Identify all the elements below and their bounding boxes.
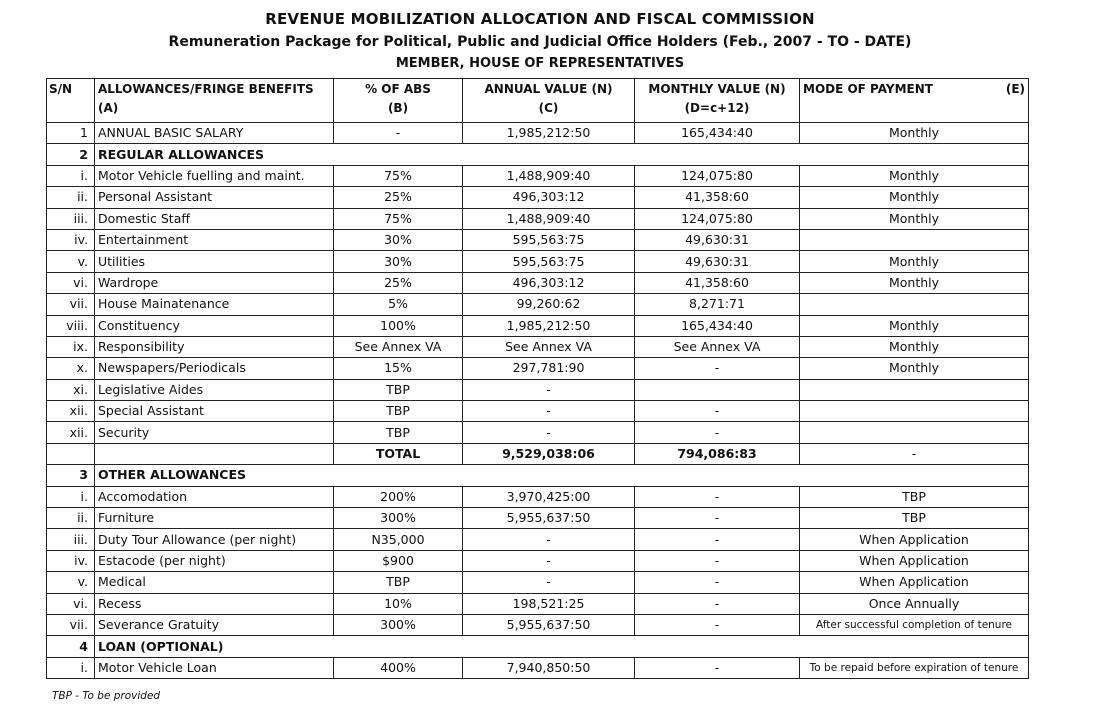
table-row	[47, 657, 1029, 678]
table-row	[47, 593, 1029, 614]
row-sn: i.	[47, 657, 95, 678]
row-sn: xii.	[47, 422, 95, 443]
table-row	[47, 614, 1029, 635]
row-monthly-value: 41,358:60	[635, 187, 800, 208]
row-mode-of-payment	[800, 294, 1029, 315]
row-sn: 4	[47, 636, 95, 657]
row-annual-value: -	[463, 529, 635, 550]
row-monthly-value: 8,271:71	[635, 294, 800, 315]
row-mode-of-payment	[800, 379, 1029, 400]
row-annual-value: 1,488,909:40	[463, 165, 635, 186]
header-pct-abs	[334, 79, 463, 123]
row-pct-abs: $900	[334, 550, 463, 571]
row-sn: iv.	[47, 229, 95, 250]
table-row	[47, 572, 1029, 593]
row-pct-abs: 5%	[334, 294, 463, 315]
row-sn: iii.	[47, 529, 95, 550]
row-item: Motor Vehicle fuelling and maint.	[95, 165, 334, 186]
row-sn: x.	[47, 358, 95, 379]
header-monthly-label: MONTHLY VALUE (N)	[648, 82, 786, 96]
table-row	[47, 422, 1029, 443]
row-sn: viii.	[47, 315, 95, 336]
header-mode	[800, 79, 1029, 123]
row-item: Special Assistant	[95, 401, 334, 422]
table-row	[47, 336, 1029, 357]
row-item: House Mainatenance	[95, 294, 334, 315]
row-sn: 2	[47, 144, 95, 165]
row-item: ANNUAL BASIC SALARY	[95, 123, 334, 144]
row-monthly-value: 124,075:80	[635, 208, 800, 229]
row-pct-abs: See Annex VA	[334, 336, 463, 357]
row-mode-of-payment: Once Annually	[800, 593, 1029, 614]
row-mode-of-payment	[800, 401, 1029, 422]
row-pct-abs: TBP	[334, 379, 463, 400]
row-item: Constituency	[95, 315, 334, 336]
document-subtitle: Remuneration Package for Political, Public and Judicial Office Holders (Feb., 2007 - TO - DATE)	[168, 34, 912, 50]
row-annual-value: 595,563:75	[463, 229, 635, 250]
row-item: Furniture	[95, 508, 334, 529]
table-row	[47, 529, 1029, 550]
row-mode-of-payment: Monthly	[800, 272, 1029, 293]
table-row	[47, 272, 1029, 293]
row-item: Utilities	[95, 251, 334, 272]
row-monthly-value: 49,630:31	[635, 229, 800, 250]
row-item: Legislative Aides	[95, 379, 334, 400]
row-pct-abs: 200%	[334, 486, 463, 507]
header-pct-abs-sub: (B)	[387, 101, 409, 115]
row-sn: v.	[47, 251, 95, 272]
header-annual	[463, 79, 635, 123]
row-monthly-value	[635, 379, 800, 400]
row-mode-of-payment: Monthly	[800, 315, 1029, 336]
row-pct-abs: 25%	[334, 272, 463, 293]
row-pct-abs: 30%	[334, 229, 463, 250]
row-mode-of-payment: To be repaid before expiration of tenure	[800, 657, 1029, 678]
row-monthly-value: -	[635, 593, 800, 614]
table-row	[47, 315, 1029, 336]
row-item: Responsibility	[95, 336, 334, 357]
row-monthly-value: 165,434:40	[635, 123, 800, 144]
row-annual-value: 1,985,212:50	[463, 123, 635, 144]
row-mode-of-payment	[800, 422, 1029, 443]
row-item: Duty Tour Allowance (per night)	[95, 529, 334, 550]
table-row	[47, 508, 1029, 529]
row-pct-abs: 30%	[334, 251, 463, 272]
row-annual-value: 9,529,038:06	[463, 443, 635, 464]
row-pct-abs: TBP	[334, 572, 463, 593]
row-pct-abs: 25%	[334, 187, 463, 208]
row-annual-value: -	[463, 572, 635, 593]
table-row	[47, 123, 1029, 144]
row-sn: ii.	[47, 508, 95, 529]
table-row	[47, 379, 1029, 400]
header-mode-label: MODE OF PAYMENT	[803, 82, 933, 96]
row-monthly-value: -	[635, 529, 800, 550]
row-monthly-value: -	[635, 401, 800, 422]
row-annual-value: -	[463, 550, 635, 571]
table-row	[47, 251, 1029, 272]
row-monthly-value: 49,630:31	[635, 251, 800, 272]
row-item: Newspapers/Periodicals	[95, 358, 334, 379]
row-pct-abs: 300%	[334, 614, 463, 635]
table-row	[47, 208, 1029, 229]
row-annual-value: -	[463, 422, 635, 443]
row-sn: vii.	[47, 294, 95, 315]
row-monthly-value: -	[635, 657, 800, 678]
row-monthly-value: -	[635, 572, 800, 593]
row-sn: vi.	[47, 593, 95, 614]
row-pct-abs: 10%	[334, 593, 463, 614]
row-mode-of-payment: Monthly	[800, 208, 1029, 229]
header-annual-label: ANNUAL VALUE (N)	[484, 82, 613, 96]
row-annual-value: 496,303:12	[463, 187, 635, 208]
row-mode-of-payment: -	[800, 443, 1029, 464]
row-sn: 1	[47, 123, 95, 144]
row-monthly-value: 794,086:83	[635, 443, 800, 464]
table-row	[47, 401, 1029, 422]
row-sn: iv.	[47, 550, 95, 571]
row-item: Medical	[95, 572, 334, 593]
table-row	[47, 294, 1029, 315]
row-mode-of-payment: Monthly	[800, 187, 1029, 208]
row-item: Entertainment	[95, 229, 334, 250]
header-annual-sub: (C)	[538, 101, 559, 115]
row-pct-abs: TBP	[334, 422, 463, 443]
row-item: Accomodation	[95, 486, 334, 507]
row-item: Domestic Staff	[95, 208, 334, 229]
row-pct-abs: 75%	[334, 208, 463, 229]
row-item: Personal Assistant	[95, 187, 334, 208]
office-title: MEMBER, HOUSE OF REPRESENTATIVES	[395, 56, 685, 71]
row-annual-value: -	[463, 401, 635, 422]
row-item: Wardrope	[95, 272, 334, 293]
row-pct-abs: -	[334, 123, 463, 144]
row-monthly-value: -	[635, 550, 800, 571]
row-monthly-value: See Annex VA	[635, 336, 800, 357]
row-annual-value: 7,940,850:50	[463, 657, 635, 678]
section-heading: REGULAR ALLOWANCES	[95, 144, 1029, 165]
row-sn: ii.	[47, 187, 95, 208]
row-pct-abs: TOTAL	[334, 443, 463, 464]
section-heading: OTHER ALLOWANCES	[95, 465, 1029, 486]
row-pct-abs: 75%	[334, 165, 463, 186]
row-mode-of-payment: TBP	[800, 486, 1029, 507]
table-row	[47, 486, 1029, 507]
row-monthly-value: -	[635, 508, 800, 529]
row-annual-value: 595,563:75	[463, 251, 635, 272]
row-monthly-value: 165,434:40	[635, 315, 800, 336]
row-annual-value: 198,521:25	[463, 593, 635, 614]
row-mode-of-payment	[800, 229, 1029, 250]
header-sn: S/N	[47, 79, 95, 123]
header-pct-abs-label: % OF ABS	[365, 82, 431, 96]
row-mode-of-payment: Monthly	[800, 251, 1029, 272]
table-row	[47, 144, 1029, 165]
table-row	[47, 229, 1029, 250]
row-mode-of-payment: TBP	[800, 508, 1029, 529]
section-heading: LOAN (OPTIONAL)	[95, 636, 1029, 657]
row-annual-value: 1,985,212:50	[463, 315, 635, 336]
row-item	[95, 443, 334, 464]
row-item: Severance Gratuity	[95, 614, 334, 635]
row-annual-value: 5,955,637:50	[463, 614, 635, 635]
row-sn: vi.	[47, 272, 95, 293]
document-titles	[0, 8, 1120, 74]
row-mode-of-payment: Monthly	[800, 165, 1029, 186]
table-row	[47, 443, 1029, 464]
row-sn: v.	[47, 572, 95, 593]
row-item: Recess	[95, 593, 334, 614]
row-pct-abs: 100%	[334, 315, 463, 336]
table-row	[47, 550, 1029, 571]
row-mode-of-payment: Monthly	[800, 358, 1029, 379]
header-allowances: ALLOWANCES/FRINGE BENEFITS (A)	[95, 79, 334, 123]
row-annual-value: 99,260:62	[463, 294, 635, 315]
row-annual-value: 496,303:12	[463, 272, 635, 293]
table-row	[47, 165, 1029, 186]
row-sn: vii.	[47, 614, 95, 635]
row-sn	[47, 443, 95, 464]
row-pct-abs: TBP	[334, 401, 463, 422]
row-monthly-value: -	[635, 614, 800, 635]
row-sn: i.	[47, 165, 95, 186]
row-sn: i.	[47, 486, 95, 507]
row-monthly-value: 41,358:60	[635, 272, 800, 293]
row-mode-of-payment: After successful completion of tenure	[800, 614, 1029, 635]
header-mode-sub: (E)	[1005, 82, 1025, 96]
row-monthly-value: -	[635, 486, 800, 507]
row-annual-value: 5,955,637:50	[463, 508, 635, 529]
row-sn: iii.	[47, 208, 95, 229]
document-title: REVENUE MOBILIZATION ALLOCATION AND FISCAL COMMISSION	[265, 10, 815, 28]
row-monthly-value: -	[635, 422, 800, 443]
row-sn: 3	[47, 465, 95, 486]
row-annual-value: -	[463, 379, 635, 400]
row-item: Security	[95, 422, 334, 443]
row-sn: xi.	[47, 379, 95, 400]
row-monthly-value: 124,075:80	[635, 165, 800, 186]
row-sn: xii.	[47, 401, 95, 422]
row-mode-of-payment: When Application	[800, 529, 1029, 550]
row-item: Motor Vehicle Loan	[95, 657, 334, 678]
row-mode-of-payment: When Application	[800, 572, 1029, 593]
header-monthly	[635, 79, 800, 123]
table-header-row	[47, 79, 1029, 123]
row-item: Estacode (per night)	[95, 550, 334, 571]
footnote: TBP - To be provided	[52, 690, 161, 702]
table-row	[47, 187, 1029, 208]
row-annual-value: 3,970,425:00	[463, 486, 635, 507]
header-monthly-sub: (D=c+12)	[684, 101, 750, 115]
row-annual-value: See Annex VA	[463, 336, 635, 357]
row-pct-abs: 400%	[334, 657, 463, 678]
remuneration-table	[46, 78, 1029, 679]
row-mode-of-payment: Monthly	[800, 123, 1029, 144]
row-annual-value: 297,781:90	[463, 358, 635, 379]
row-sn: ix.	[47, 336, 95, 357]
row-annual-value: 1,488,909:40	[463, 208, 635, 229]
row-monthly-value: -	[635, 358, 800, 379]
row-pct-abs: N35,000	[334, 529, 463, 550]
table-row	[47, 636, 1029, 657]
table-row	[47, 465, 1029, 486]
row-pct-abs: 300%	[334, 508, 463, 529]
row-mode-of-payment: When Application	[800, 550, 1029, 571]
table-row	[47, 358, 1029, 379]
row-mode-of-payment: Monthly	[800, 336, 1029, 357]
row-pct-abs: 15%	[334, 358, 463, 379]
